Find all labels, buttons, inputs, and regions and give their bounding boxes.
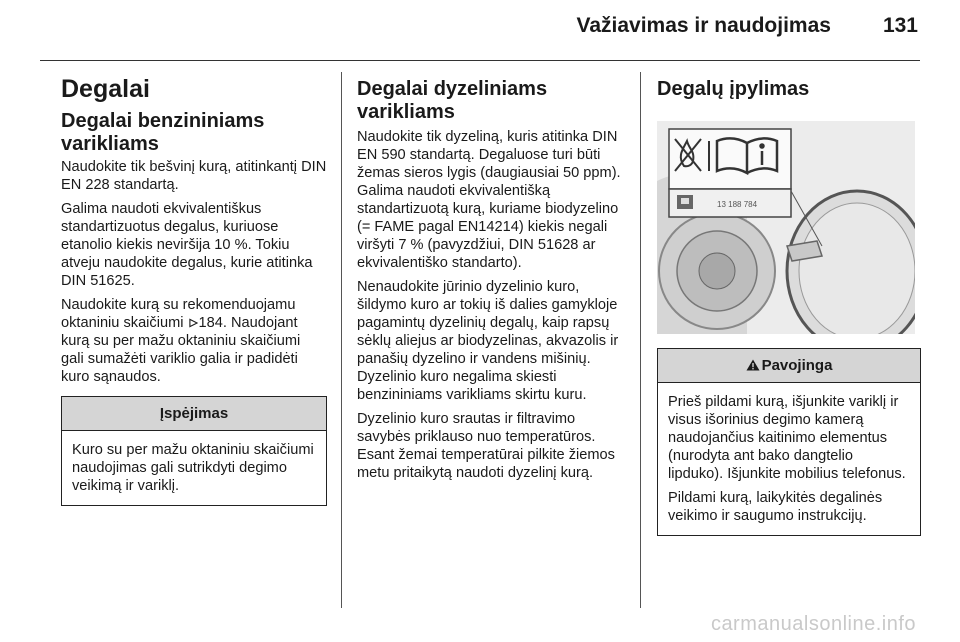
danger-text: Pildami kurą, laikykitės degalinės veikimo ir saugumo instrukcijų.	[668, 490, 883, 524]
column-3	[657, 70, 921, 536]
header-title: Važiavimas ir naudojimas	[576, 14, 831, 37]
column-divider-1	[341, 72, 342, 608]
column-1	[61, 70, 327, 506]
danger-title: Pavojinga	[658, 349, 920, 383]
column-2	[357, 70, 625, 488]
section-heading-refuelling: Degalų įpylimas	[657, 78, 810, 100]
subheading-petrol: Degalai benzininiams varikliams	[61, 110, 265, 155]
header-rule	[40, 60, 920, 61]
paragraph: Dyzelinio kuro srautas ir filtravimo savybės priklauso nuo temperatūros. Esant žemai temperatūrai pilkite žiemos metu pritaikytą naudoti dyzelinį kurą.	[357, 411, 615, 481]
page-number: 131	[882, 14, 918, 37]
section-heading-diesel: Degalai dyzeliniams varikliams	[357, 78, 548, 123]
watermark: carmanualsonline.info	[710, 613, 916, 635]
svg-text:13 188 784: 13 188 784	[717, 200, 758, 209]
fuel-filler-flap-illustration	[657, 121, 915, 334]
paragraph: Nenaudokite jūrinio dyzelinio kuro, šildymo kuro ar tokių iš dalies gamykloje pagamintų dyzelinių degalų, kaip rapsų sėklų aliejus ar biodyzelinas, akvazolis ir panašių dyzelino ir vandens mišinių. Dyzelinio kuro negalima skiesti benzininiams varikliams skirtu kuru.	[357, 279, 619, 403]
paragraph: Galima naudoti ekvivalentiškus standartizuotus degalus, kuriuose etanolio kiekis neviršija 10 %. Tokiu atveju naudokite degalus, kurie atitinka DIN 51625.	[61, 201, 313, 289]
fuel-flap-drawing	[657, 121, 915, 334]
arrow-right-icon	[189, 318, 198, 328]
warning-triangle-icon	[746, 359, 760, 371]
column-divider-2	[640, 72, 641, 608]
caution-text: Kuro su per mažu oktaniniu skaičiumi naudojimas gali sutrikdyti degimo veikimą ir variklį.	[72, 442, 314, 494]
paragraph: Naudokite tik bešvinį kurą, atitinkantį DIN EN 228 standartą.	[61, 159, 327, 193]
section-heading-fuel: Degalai	[61, 75, 150, 103]
caution-title: Įspėjimas	[62, 397, 326, 431]
paragraph: Naudokite tik dyzeliną, kuris atitinka DIN EN 590 standartą. Degaluose turi būti žemas sieros lygis (daugiausiai 50 ppm). Galima naudoti ekvivalentišką standartizuotą kurą, kuriame biodyzelino (= FAME pagal EN14214) kiekis negali viršyti 7 % (pavyzdžiui, DIN 51628 ar ekvivalentiško standarto).	[357, 129, 621, 271]
caution-box	[61, 396, 327, 506]
paragraph: Naudokite kurą su rekomenduojamu oktaniniu skaičiumi 184. Naudojant kurą su per mažu oktaniniu skaičiumi gali sumažėti variklio galia ir padidėti kuro sąnaudos.	[61, 297, 301, 385]
page-reference-link[interactable]: 184	[198, 315, 223, 331]
danger-box	[657, 348, 921, 536]
page-header	[577, 14, 919, 38]
danger-text: Prieš pildami kurą, išjunkite variklį ir visus išorinius degimo kamerą naudojančius kaitinimo elementus (nurodyta ant bako dangtelio lipduko). Išjunkite mobilius telefonus.	[668, 394, 906, 482]
